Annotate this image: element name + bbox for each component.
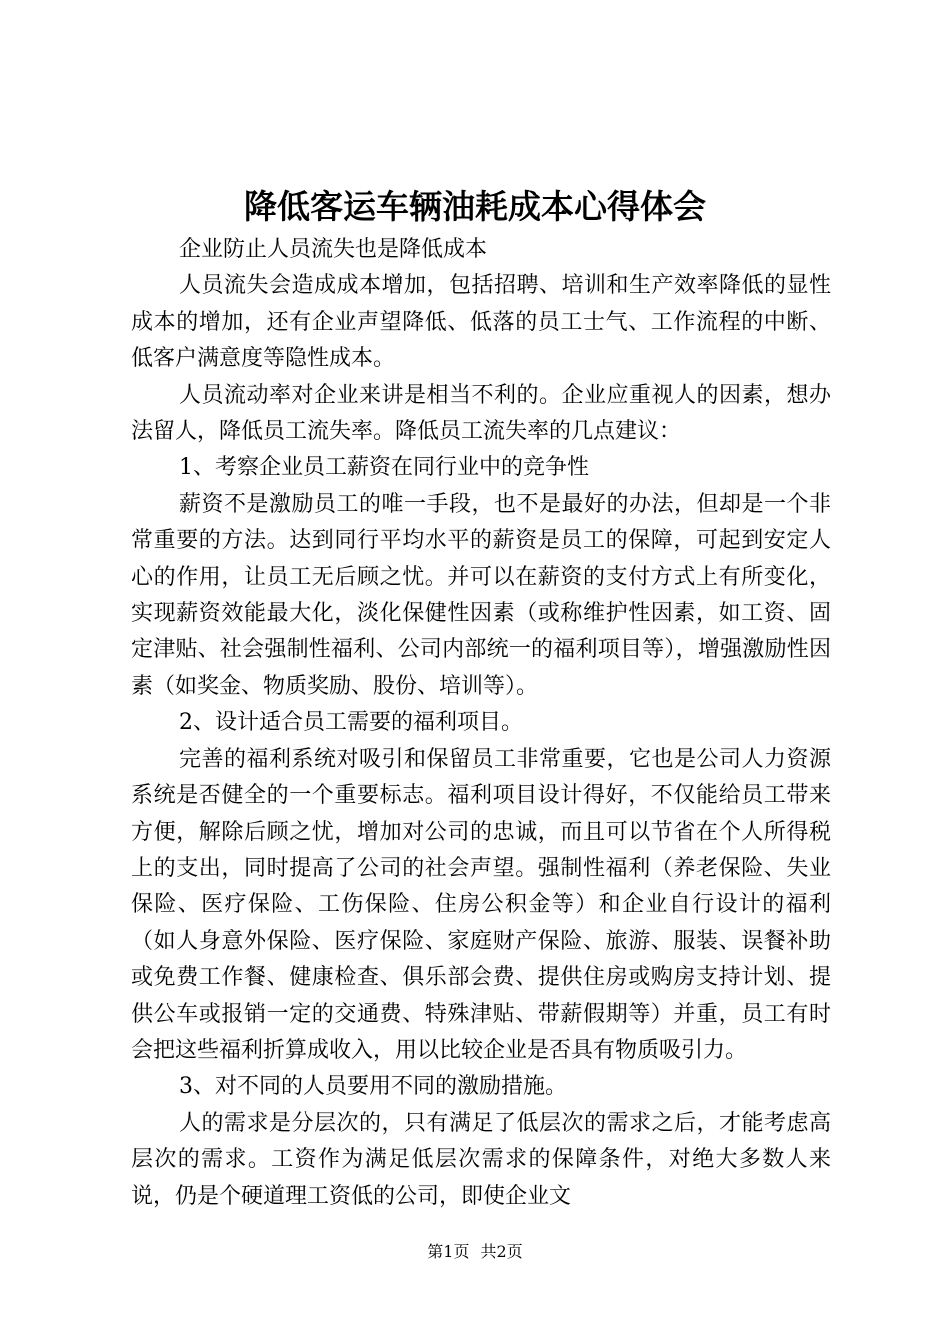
paragraph: 人员流失会造成成本增加，包括招聘、培训和生产效率降低的显性成本的增加，还有企业声望降低、低落的员工士气、工作流程的中断、低客户满意度等隐性成本。 [131,273,831,372]
list-heading: 2、设计适合员工需要的福利项目。 [179,710,523,736]
list-heading: 3、对不同的人员要用不同的激励措施。 [179,1074,567,1100]
paragraph: 人员流动率对企业来讲是相当不利的。企业应重视人的因素，想办法留人，降低员工流失率。降低员工流失率的几点建议： [131,382,831,445]
page-number: 第1页 [427,1242,470,1261]
page-total: 共2页 [480,1242,523,1261]
document-title: 降低客运车辆油耗成本心得体会 [244,187,706,226]
paragraph: 薪资不是激励员工的唯一手段，也不是最好的办法，但却是一个非常重要的方法。达到同行平均水平的薪资是员工的保障，可起到安定人心的作用，让员工无后顾之忧。并可以在薪资的支付方式上有所变化，实现薪资效能最大化，淡化保健性因素（或称维护性因素，如工资、固定津贴、社会强制性福利、公司内部统一的福利项目等），增强激励性因素（如奖金、物质奖励、股份、培训等）。 [131,491,831,699]
paragraph: 人的需求是分层次的，只有满足了低层次的需求之后，才能考虑高层次的需求。工资作为满足低层次需求的保障条件，对绝大多数人来说，仍是个硬道理工资低的公司，即使企业文 [131,1110,831,1209]
document-body [131,232,831,1215]
paragraph: 完善的福利系统对吸引和保留员工非常重要，它也是公司人力资源系统是否健全的一个重要标志。福利项目设计得好，不仅能给员工带来方便，解除后顾之忧，增加对公司的忠诚，而且可以节省在个人所得税上的支出，同时提高了公司的社会声望。强制性福利（养老保险、失业保险、医疗保险、工伤保险、住房公积金等）和企业自行设计的福利（如人身意外保险、医疗保险、家庭财产保险、旅游、服装、误餐补助或免费工作餐、健康检查、俱乐部会费、提供住房或购房支持计划、提供公车或报销一定的交通费、特殊津贴、带薪假期等）并重，员工有时会把这些福利折算成收入，用以比较企业是否具有物质吸引力。 [131,746,831,1063]
page-footer [0,1240,950,1264]
list-heading: 1、考察企业员工薪资在同行业中的竞争性 [179,455,589,481]
paragraph: 企业防止人员流失也是降低成本 [179,237,488,262]
